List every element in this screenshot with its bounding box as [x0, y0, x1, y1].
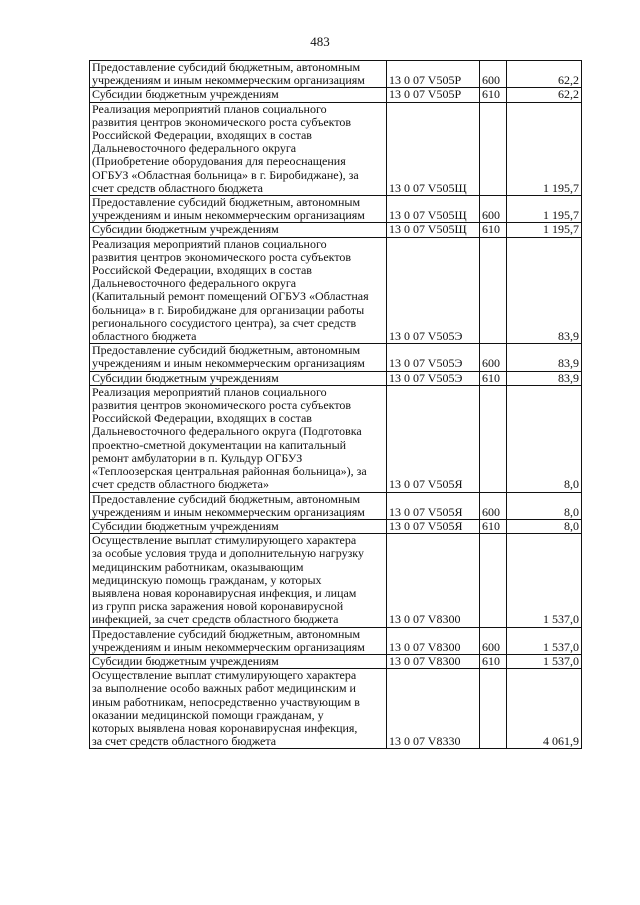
row-name-cell: Предоставление субсидий бюджетным, автономным учреждениям и иным некоммерческим организациям — [90, 61, 387, 88]
row-name-cell: Субсидии бюджетным учреждениям — [90, 88, 387, 102]
row-sum-cell: 1 195,7 — [507, 102, 582, 195]
page-number: 483 — [310, 34, 330, 49]
row-code-cell: 13 0 07 V505Я — [387, 519, 480, 533]
row-sum-cell: 83,9 — [507, 344, 582, 371]
row-name-cell: Субсидии бюджетным учреждениям — [90, 223, 387, 237]
row-code-cell: 13 0 07 V505Э — [387, 237, 480, 344]
row-sum-cell: 62,2 — [507, 88, 582, 102]
row-expense-type-cell: 600 — [480, 627, 507, 654]
row-sum-cell: 1 537,0 — [507, 627, 582, 654]
row-expense-type-cell — [480, 102, 507, 195]
row-expense-type-cell — [480, 237, 507, 344]
row-expense-type-cell: 610 — [480, 519, 507, 533]
row-code-cell: 13 0 07 V8300 — [387, 654, 480, 668]
row-sum-cell: 8,0 — [507, 385, 582, 492]
row-name-cell: Предоставление субсидий бюджетным, автономным учреждениям и иным некоммерческим организациям — [90, 344, 387, 371]
row-expense-type-cell: 600 — [480, 492, 507, 519]
table-row — [90, 371, 582, 385]
row-code-cell: 13 0 07 V505Щ — [387, 102, 480, 195]
table-row — [90, 102, 582, 195]
table-row — [90, 654, 582, 668]
table-row — [90, 627, 582, 654]
table-row — [90, 519, 582, 533]
row-expense-type-cell — [480, 669, 507, 749]
row-sum-cell: 1 195,7 — [507, 196, 582, 223]
table-row — [90, 669, 582, 749]
row-sum-cell: 4 061,9 — [507, 669, 582, 749]
budget-table-body — [90, 61, 582, 749]
table-row — [90, 196, 582, 223]
row-name-cell: Субсидии бюджетным учреждениям — [90, 519, 387, 533]
row-name-cell: Реализация мероприятий планов социального развития центров экономического роста субъектов Российской Федерации, входящих в состав Дальневосточного федерального округа (Капитальный ремонт помещений ОГБУЗ «Областная больница» в г. Биробиджане для организации работы регионального сосудистого центра), за счет средств областного бюджета — [90, 237, 387, 344]
row-name-cell: Осуществление выплат стимулирующего характера за особые условия труда и дополнительную нагрузку медицинским работникам, оказывающим медицинскую помощь гражданам, у которых выявлена новая коронавирусная инфекция, и лицам из групп риска заражения новой коронавирусной инфекцией, за счет средств областного бюджета — [90, 534, 387, 627]
row-code-cell: 13 0 07 V505Щ — [387, 223, 480, 237]
row-sum-cell: 1 537,0 — [507, 534, 582, 627]
row-expense-type-cell: 600 — [480, 344, 507, 371]
row-sum-cell: 62,2 — [507, 61, 582, 88]
table-row — [90, 88, 582, 102]
row-expense-type-cell: 600 — [480, 196, 507, 223]
row-sum-cell: 83,9 — [507, 237, 582, 344]
row-name-cell: Осуществление выплат стимулирующего характера за выполнение особо важных работ медицинским и иным работникам, непосредственно участвующим в оказании медицинской помощи гражданам, у которых выявлена новая коронавирусная инфекция, за счет средств областного бюджета — [90, 669, 387, 749]
row-sum-cell: 8,0 — [507, 519, 582, 533]
row-name-cell: Реализация мероприятий планов социального развития центров экономического роста субъектов Российской Федерации, входящих в состав Дальневосточного федерального округа (Подготовка проектно-сметной документации на капитальный ремонт амбулатории в п. Кульдур ОГБУЗ «Теплоозерская центральная районная больница»), за счет средств областного бюджета» — [90, 385, 387, 492]
row-name-cell: Предоставление субсидий бюджетным, автономным учреждениям и иным некоммерческим организациям — [90, 492, 387, 519]
row-code-cell: 13 0 07 V505Э — [387, 344, 480, 371]
row-sum-cell: 1 195,7 — [507, 223, 582, 237]
row-sum-cell: 83,9 — [507, 371, 582, 385]
row-code-cell: 13 0 07 V505Щ — [387, 196, 480, 223]
table-row — [90, 492, 582, 519]
table-row — [90, 223, 582, 237]
table-row — [90, 237, 582, 344]
row-name-cell: Предоставление субсидий бюджетным, автономным учреждениям и иным некоммерческим организациям — [90, 196, 387, 223]
row-name-cell: Субсидии бюджетным учреждениям — [90, 654, 387, 668]
row-sum-cell: 8,0 — [507, 492, 582, 519]
table-row — [90, 344, 582, 371]
row-expense-type-cell: 610 — [480, 371, 507, 385]
row-code-cell: 13 0 07 V505Р — [387, 88, 480, 102]
row-code-cell: 13 0 07 V8330 — [387, 669, 480, 749]
row-expense-type-cell — [480, 534, 507, 627]
row-name-cell: Субсидии бюджетным учреждениям — [90, 371, 387, 385]
table-row — [90, 385, 582, 492]
row-expense-type-cell: 610 — [480, 88, 507, 102]
row-expense-type-cell: 610 — [480, 654, 507, 668]
row-code-cell: 13 0 07 V505Р — [387, 61, 480, 88]
row-code-cell: 13 0 07 V505Я — [387, 492, 480, 519]
row-expense-type-cell: 610 — [480, 223, 507, 237]
row-expense-type-cell — [480, 385, 507, 492]
row-name-cell: Предоставление субсидий бюджетным, автономным учреждениям и иным некоммерческим организациям — [90, 627, 387, 654]
row-code-cell: 13 0 07 V8300 — [387, 534, 480, 627]
budget-table — [89, 60, 582, 749]
row-code-cell: 13 0 07 V505Э — [387, 371, 480, 385]
table-row — [90, 534, 582, 627]
row-code-cell: 13 0 07 V8300 — [387, 627, 480, 654]
row-expense-type-cell: 600 — [480, 61, 507, 88]
table-row — [90, 61, 582, 88]
row-sum-cell: 1 537,0 — [507, 654, 582, 668]
row-code-cell: 13 0 07 V505Я — [387, 385, 480, 492]
row-name-cell: Реализация мероприятий планов социального развития центров экономического роста субъектов Российской Федерации, входящих в состав Дальневосточного федерального округа (Приобретение оборудования для переоснащения ОГБУЗ «Областная больница» в г. Биробиджане), за счет средств областного бюджета — [90, 102, 387, 195]
